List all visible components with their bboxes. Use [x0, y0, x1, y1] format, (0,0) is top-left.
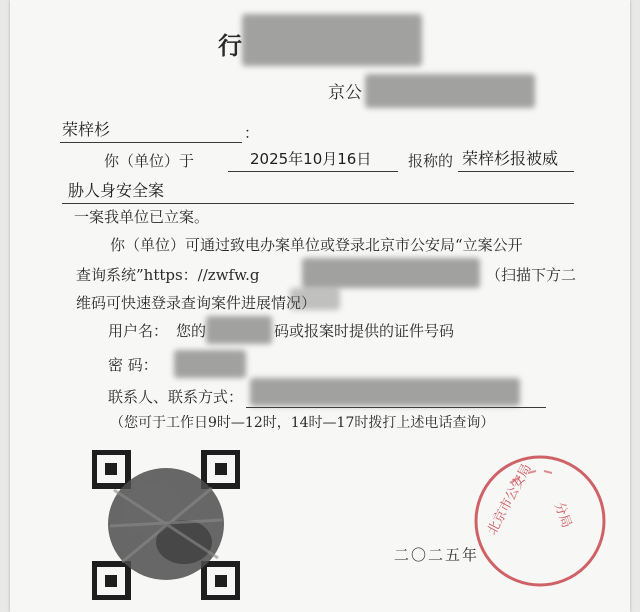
- query-instructions-line1: 你（单位）可通过致电办案单位或登录北京市公安局“立案公开: [110, 236, 523, 254]
- username-prefix: 您的: [176, 322, 207, 340]
- username-label: 用户名：: [108, 322, 169, 340]
- report-date: 2025年10月16日: [250, 150, 372, 168]
- seal-text: 北京市公安局: [484, 461, 535, 538]
- contact-label: 联系人、联系方式：: [108, 388, 244, 406]
- recipient-underline: [60, 142, 242, 143]
- paper-sheet: [10, 0, 630, 612]
- line1-mid: 报称的: [408, 152, 454, 170]
- redaction-url: [302, 258, 480, 288]
- issue-date: 二〇二五年: [394, 546, 480, 564]
- seal-right-text: 分局: [550, 500, 574, 530]
- recipient-name: 荣梓杉: [62, 120, 111, 139]
- password-label: 密 码：: [108, 356, 158, 374]
- notice-title: 行: [218, 31, 242, 60]
- document-number: 京公: [328, 83, 362, 103]
- line1-prefix: 你（单位）于: [104, 152, 195, 170]
- redaction-username: [206, 316, 272, 344]
- qr-code-icon: [92, 450, 240, 600]
- redaction-password: [174, 350, 246, 378]
- query-url: 查询系统”https：//zwfw.g: [76, 266, 260, 284]
- case-name-part2: 胁人身安全案: [68, 181, 165, 200]
- query-instructions-line3: 维码可快速登录查询案件进展情况）: [76, 294, 317, 312]
- report-date-underline: [228, 171, 398, 172]
- case-name-part1: 荣梓杉报被威: [462, 149, 559, 168]
- username-suffix: 码或报案时提供的证件号码: [274, 322, 455, 340]
- filing-statement: 一案我单位已立案。: [74, 208, 210, 226]
- contact-underline: [246, 407, 546, 408]
- case-name-underline-2: [62, 203, 574, 204]
- redaction-doc-number: [365, 74, 535, 108]
- query-instructions-line2: （扫描下方二: [486, 266, 577, 284]
- redaction-title: [242, 14, 422, 66]
- redaction-line6: [290, 288, 340, 310]
- hours-note: （您可于工作日9时—12时，14时—17时拨打上述电话查询）: [110, 415, 495, 431]
- case-name-underline-1: [458, 171, 574, 172]
- recipient-colon: ：: [244, 124, 260, 142]
- redaction-contact: [250, 378, 520, 406]
